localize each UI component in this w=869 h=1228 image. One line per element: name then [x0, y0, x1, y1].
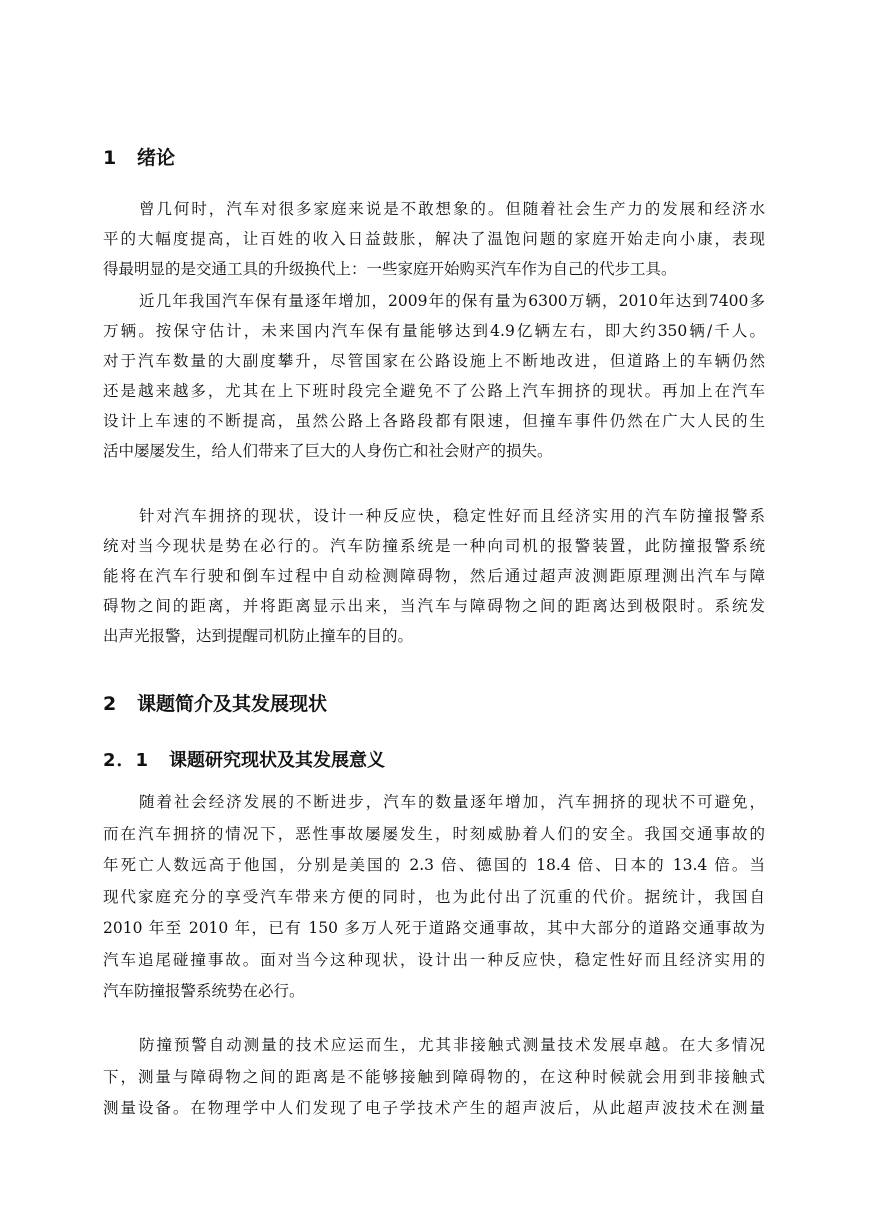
section-2-1-title: 课题研究现状及其发展意义: [169, 750, 385, 771]
text-line: 防撞预警自动测量的技术应运而生，尤其非接触式测量技术发展卓越。在大多情况: [139, 1036, 765, 1054]
section-2-heading: [103, 692, 327, 716]
text-line: 年死亡人数远高于他国，分别是美国的 2.3 倍、德国的 18.4 倍、日本的 13.4 倍。当: [103, 856, 765, 874]
section-1-paragraph-1: [103, 194, 765, 284]
text-line: 出声光报警，达到提醒司机防止撞车的目的。: [103, 627, 414, 645]
text-line: 得最明显的是交通工具的升级换代上：一些家庭开始购买汽车作为自己的代步工具。: [103, 260, 677, 278]
text-line: 还是越来越多，尤其在上下班时段完全避免不了公路上汽车拥挤的现状。再加上在汽车: [103, 382, 765, 400]
text-line: 碍物之间的距离，并将距离显示出来，当汽车与障碍物之间的距离达到极限时。系统发: [103, 597, 765, 615]
text-line: 针对汽车拥挤的现状，设计一种反应快，稳定性好而且经济实用的汽车防撞报警系: [139, 507, 765, 525]
text-line: 活中屡屡发生，给人们带来了巨大的人身伤亡和社会财产的损失。: [103, 442, 553, 460]
section-2-1-paragraph-2: [103, 1030, 765, 1125]
text-line: 平的大幅度提高，让百姓的收入日益鼓胀，解决了温饱问题的家庭开始走向小康，表现: [103, 230, 765, 248]
text-line: 2010 年至 2010 年，已有 150 多万人死于道路交通事故，其中大部分的道路交通事故为: [103, 919, 765, 937]
text-line: 设计上车速的不断提高，虽然公路上各路段都有限速，但撞车事件仍然在广大人民的生: [103, 412, 765, 430]
section-1-heading: [103, 146, 175, 170]
text-line: 汽车防撞报警系统势在必行。: [103, 982, 305, 1000]
section-1-paragraph-3: [103, 501, 765, 651]
section-2-title: 课题简介及其发展现状: [137, 693, 328, 715]
section-2-1-heading: [103, 749, 385, 773]
text-line: 而在汽车拥挤的情况下，恶性事故屡屡发生，时刻威胁着人们的安全。我国交通事故的: [103, 824, 765, 843]
text-line: 随着社会经济发展的不断进步，汽车的数量逐年增加，汽车拥挤的现状不可避免，: [139, 793, 765, 811]
section-1-paragraph-2: [103, 286, 765, 466]
section-2-1-paragraph-1: [103, 787, 765, 1008]
text-line: 测量设备。在物理学中人们发现了电子学技术产生的超声波后，从此超声波技术在测量: [103, 1099, 765, 1117]
text-line: 对于汽车数量的大副度攀升，尽管国家在公路设施上不断地改进，但道路上的车辆仍然: [103, 352, 765, 370]
text-line: 曾几何时，汽车对很多家庭来说是不敢想象的。但随着社会生产力的发展和经济水: [139, 200, 765, 218]
text-line: 现代家庭充分的享受汽车带来方便的同时，也为此付出了沉重的代价。据统计，我国自: [103, 887, 765, 906]
text-line: 近几年我国汽车保有量逐年增加，2009年的保有量为6300万辆，2010年达到7400多: [139, 292, 765, 310]
section-1-number: 1: [103, 147, 117, 169]
section-2-1-number: 2．1: [103, 750, 150, 771]
section-2-number: 2: [103, 693, 117, 715]
text-line: 统对当今现状是势在必行的。汽车防撞系统是一种向司机的报警装置，此防撞报警系统: [103, 537, 765, 555]
text-line: 汽车追尾碰撞事故。面对当今这种现状，设计出一种反应快，稳定性好而且经济实用的: [103, 950, 765, 969]
text-line: 下，测量与障碍物之间的距离是不能够接触到障碍物的，在这种时候就会用到非接触式: [103, 1067, 765, 1086]
section-1-title: 绪论: [137, 147, 176, 169]
text-line: 能将在汽车行驶和倒车过程中自动检测障碍物，然后通过超声波测距原理测出汽车与障: [103, 567, 765, 585]
text-line: 万辆。按保守估计，未来国内汽车保有量能够达到4.9亿辆左右，即大约350辆/千人。: [103, 322, 765, 340]
